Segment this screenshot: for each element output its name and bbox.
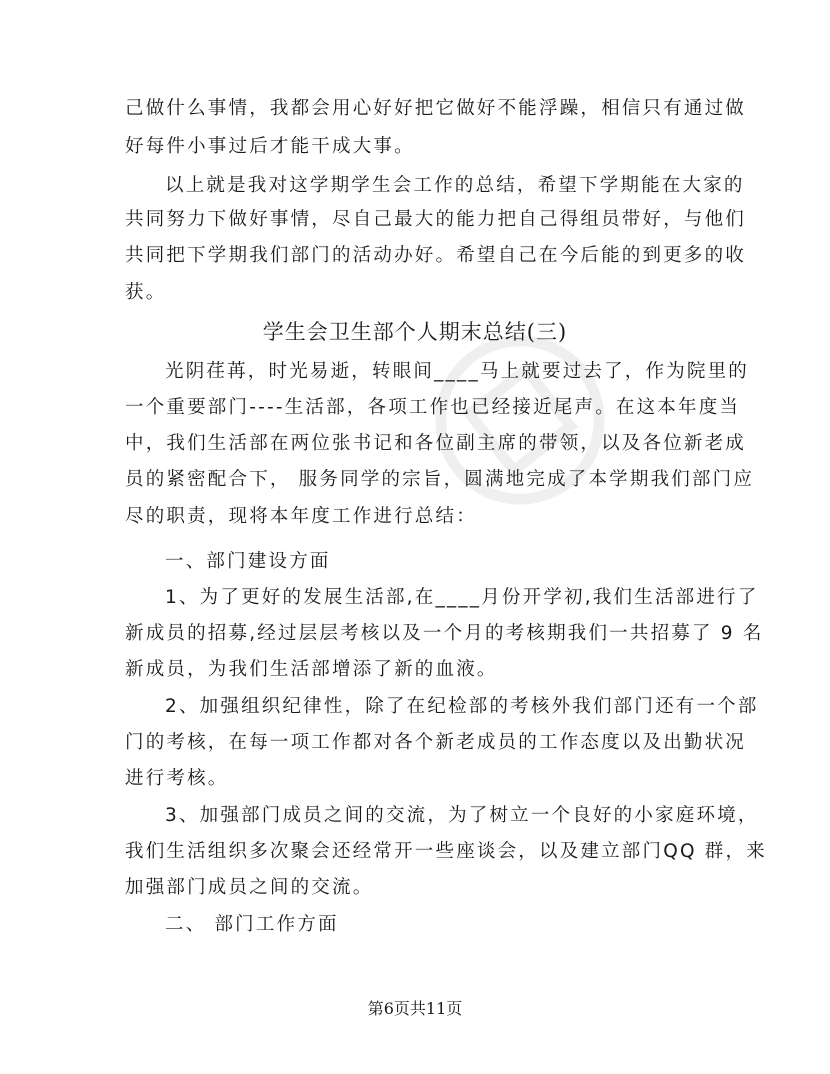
paragraph-line: 1、为了更好的发展生活部,在____月份开学初,我们生活部进行了 xyxy=(165,587,759,608)
paragraph-line: 好每件小事过后才能干成大事。 xyxy=(125,136,415,157)
paragraph-line: 一个重要部门----生活部，各项工作也已经接近尾声。在这本年度当 xyxy=(125,397,741,418)
section-heading: 二、 部门工作方面 xyxy=(165,914,339,935)
paragraph-line: 共同把下学期我们部门的活动办好。希望自己在今后能的到更多的收 xyxy=(125,245,747,266)
paragraph-line: 新成员的招募,经过层层考核以及一个月的考核期我们一共招募了 9 名 xyxy=(125,623,764,644)
page-footer: 第6页共11页 xyxy=(367,999,463,1018)
paragraph-line: 3、加强部门成员之间的交流，为了树立一个良好的小家庭环境， xyxy=(165,805,759,826)
paragraph-line: 新成员，为我们生活部增添了新的血液。 xyxy=(125,659,498,680)
paragraph-line: 进行考核。 xyxy=(125,768,229,789)
paragraph-line: 共同努力下做好事情，尽自己最大的能力把自己得组员带好，与他们 xyxy=(125,209,747,230)
paragraph-line: 我们生活组织多次聚会还经常开一些座谈会，以及建立部门QQ 群，来 xyxy=(125,841,767,862)
paragraph-line: 尽的职责，现将本年度工作进行总结： xyxy=(125,506,477,527)
paragraph-line: 以上就是我对这学期学生会工作的总结，希望下学期能在大家的 xyxy=(165,175,745,196)
paragraph-line: 己做什么事情，我都会用心好好把它做好不能浮躁，相信只有通过做 xyxy=(125,98,747,119)
section-title: 学生会卫生部个人期末总结(三) xyxy=(262,320,568,344)
paragraph-line: 中，我们生活部在两位张书记和各位副主席的带领，以及各位新老成 xyxy=(125,433,747,454)
paragraph-line: 2、加强组织纪律性，除了在纪检部的考核外我们部门还有一个部 xyxy=(165,696,759,717)
paragraph-line: 获。 xyxy=(125,282,167,303)
paragraph-line: 加强部门成员之间的交流。 xyxy=(125,877,374,898)
paragraph-line: 门的考核，在每一项工作都对各个新老成员的工作态度以及出勤状况 xyxy=(125,732,747,753)
paragraph-line: 光阴荏苒，时光易逝，转眼间____马上就要过去了，作为院里的 xyxy=(165,361,750,382)
section-heading: 一、部门建设方面 xyxy=(165,551,331,572)
paragraph-line: 员的紧密配合下， 服务同学的宗旨，圆满地完成了本学期我们部门应 xyxy=(125,469,755,490)
